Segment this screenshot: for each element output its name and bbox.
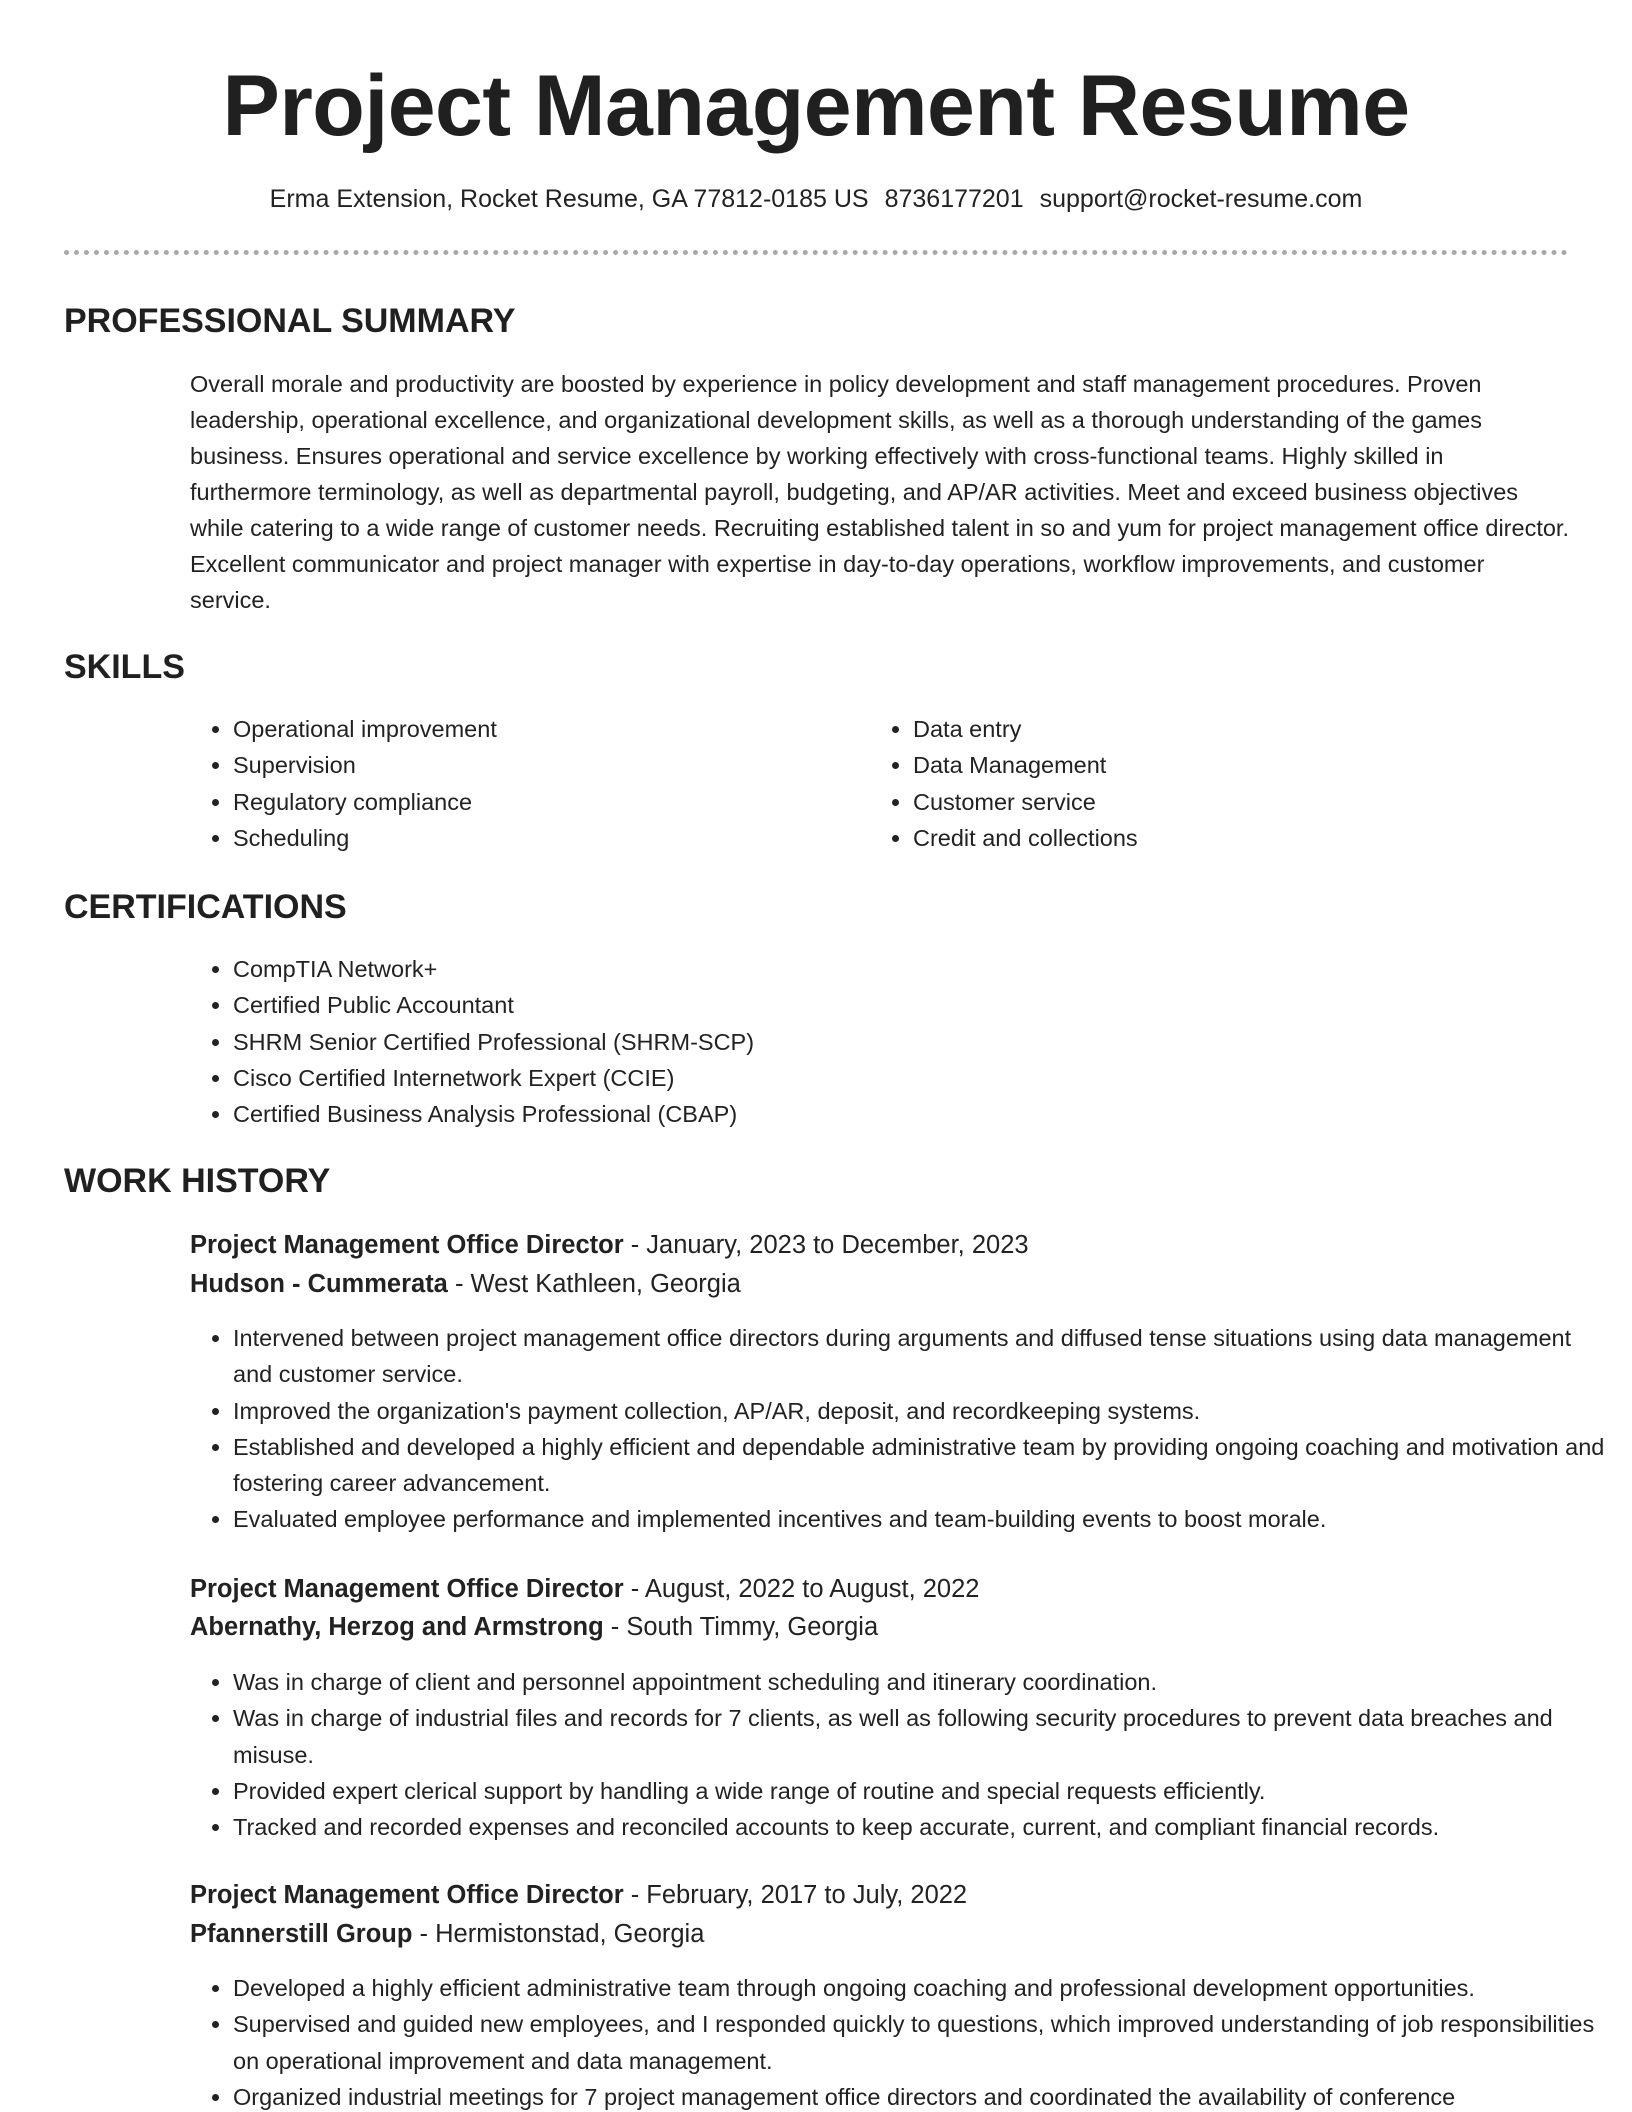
skill-item: • Regulatory compliance [233,784,873,820]
job-bullet: • Developed a highly efficient administrative team through ongoing coaching and professional development opportunities. [233,1970,1613,2006]
job-dates: - January, 2023 to December, 2023 [623,1231,1029,1259]
section-heading-summary: PROFESSIONAL SUMMARY [64,302,516,340]
skill-item: • Supervision [233,747,873,783]
job-dates: - February, 2017 to July, 2022 [623,1881,968,1909]
job-title-line [190,1877,967,1913]
skills-list-left [190,711,873,856]
section-heading-skills: SKILLS [64,648,185,686]
skill-item: • Customer service [913,784,1553,820]
section-heading-certifications: CERTIFICATIONS [64,888,347,926]
job-bullet: • Was in charge of industrial files and records for 7 clients, as well as following security procedures to prevent data breaches and misuse. [233,1700,1613,1773]
job-bullet: • Was in charge of client and personnel appointment scheduling and itinerary coordination. [233,1664,1613,1700]
certification-item: • Certified Public Accountant [233,987,1613,1023]
job-title: Project Management Office Director [190,1231,624,1259]
skill-item: • Credit and collections [913,820,1553,856]
certifications-list [190,951,1613,1132]
section-heading-work-history: WORK HISTORY [64,1162,331,1200]
job-bullet: • Supervised and guided new employees, and I responded quickly to questions, which improved understanding of job responsibilities on operational improvement and data management. [233,2006,1613,2079]
page-title: Project Management Resume [222,58,1410,154]
certification-item: • SHRM Senior Certified Professional (SHRM-SCP) [233,1024,1613,1060]
job-title-line [190,1571,979,1607]
contact-line [0,182,1632,216]
contact-address: Erma Extension, Rocket Resume, GA 77812-0185 US [269,185,869,213]
skill-item: • Data entry [913,711,1553,747]
job-bullets [190,1970,1613,2112]
job-location: - South Timmy, Georgia [603,1613,879,1641]
job-company: Hudson - Cummerata [190,1270,448,1298]
job-location: - West Kathleen, Georgia [447,1270,741,1298]
skill-item: • Operational improvement [233,711,873,747]
job-bullet: • Provided expert clerical support by handling a wide range of routine and special requests efficiently. [233,1773,1613,1809]
job-company-line [190,1916,704,1952]
job-bullet: • Established and developed a highly efficient and dependable administrative team by providing ongoing coaching and motivation and fostering career advancement. [233,1429,1613,1502]
certification-item: • Certified Business Analysis Professional (CBAP) [233,1096,1613,1132]
certification-item: • Cisco Certified Internetwork Expert (CCIE) [233,1060,1613,1096]
job-company-line [190,1266,741,1302]
contact-email: support@rocket-resume.com [1039,185,1363,213]
job-company: Pfannerstill Group [190,1920,413,1948]
skills-list-right [870,711,1553,856]
job-bullet: • Improved the organization's payment collection, AP/AR, deposit, and recordkeeping systems. [233,1393,1613,1429]
certification-item: • CompTIA Network+ [233,951,1613,987]
skill-item: • Scheduling [233,820,873,856]
job-bullets [190,1320,1613,1538]
job-bullet: • Intervened between project management office directors during arguments and diffused tense situations using data management and customer service. [233,1320,1613,1393]
job-title-line [190,1227,1029,1263]
summary-text: Overall morale and productivity are boosted by experience in policy development and staff management procedures. Proven leadership, operational excellence, and organizational development skills, as well as a thorough understanding of the games business. Ensures operational and service excellence by working effectively with cross-functional teams. Highly skilled in furthermore terminology, as well as departmental payroll, budgeting, and AP/AR activities. Meet and exceed business objectives while catering to a wide range of customer needs. Recruiting established talent in so and yum for project management office director. Excellent communicator and project manager with expertise in day-to-day operations, workflow improvements, and customer service. [190,371,1569,613]
skill-item: • Data Management [913,747,1553,783]
job-title: Project Management Office Director [190,1575,624,1603]
job-dates: - August, 2022 to August, 2022 [623,1575,980,1603]
job-location: - Hermistonstad, Georgia [412,1920,705,1948]
job-bullets [190,1664,1613,1845]
job-bullet: • Evaluated employee performance and implemented incentives and team-building events to boost morale. [233,1501,1613,1537]
job-company-line [190,1609,878,1645]
job-bullet: • Organized industrial meetings for 7 project management office directors and coordinated the availability of conference [233,2079,1613,2112]
job-company: Abernathy, Herzog and Armstrong [190,1613,604,1641]
contact-phone: 8736177201 [884,185,1024,213]
job-title: Project Management Office Director [190,1881,624,1909]
job-bullet: • Tracked and recorded expenses and reconciled accounts to keep accurate, current, and compliant financial records. [233,1809,1613,1845]
header-divider [64,250,1568,255]
